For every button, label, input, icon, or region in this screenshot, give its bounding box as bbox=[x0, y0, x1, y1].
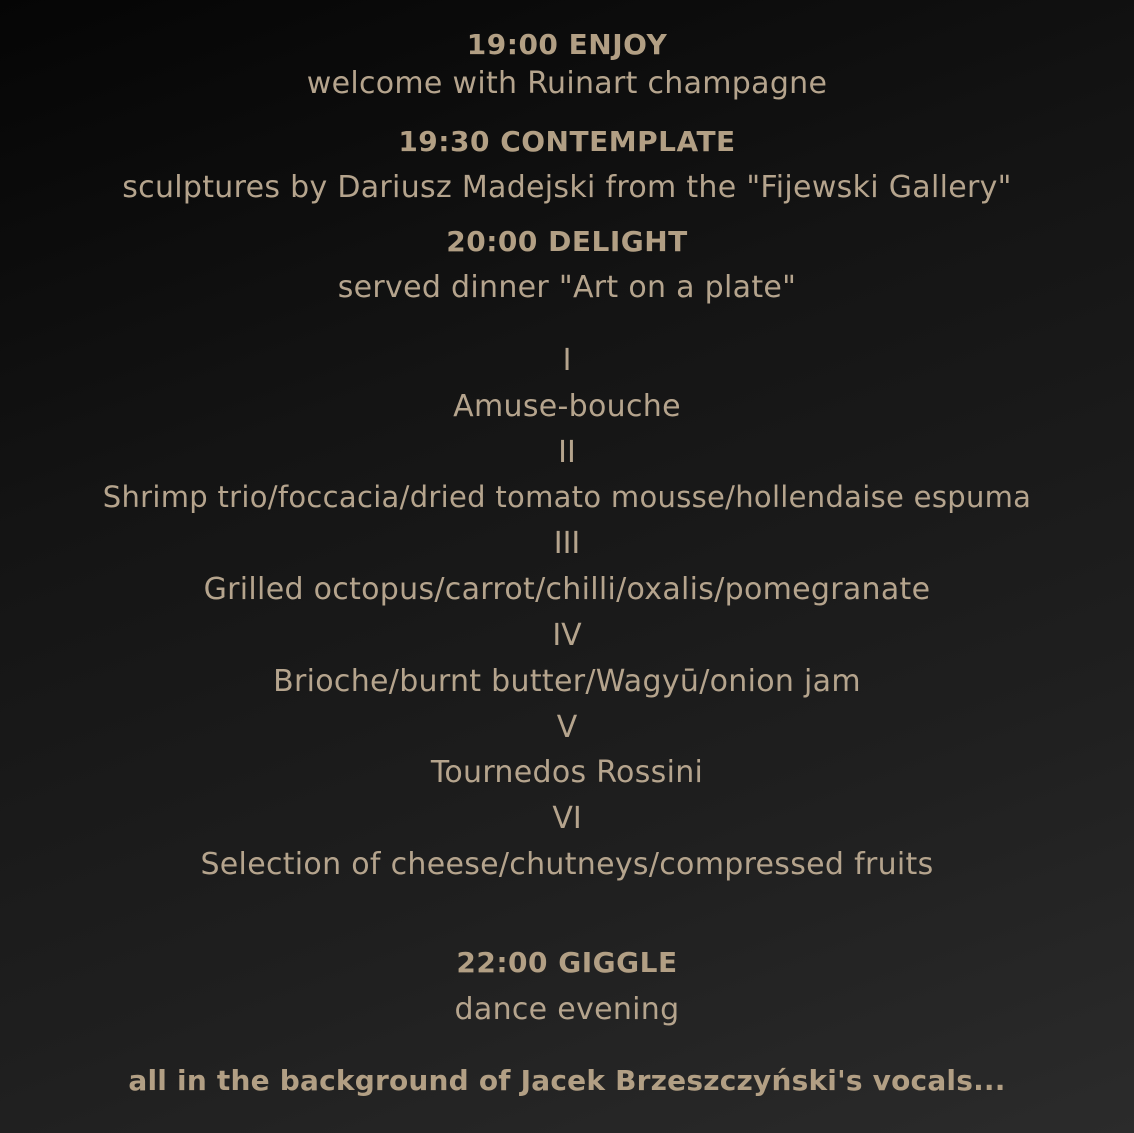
event-heading-enjoy: 19:00 ENJOY bbox=[466, 28, 668, 61]
footer-note: all in the background of Jacek Brzeszczyński's vocals... bbox=[128, 1064, 1006, 1097]
course-dish: Shrimp trio/foccacia/dried tomato mousse/hollendaise espuma bbox=[102, 480, 1032, 514]
event-heading-contemplate: 19:30 CONTEMPLATE bbox=[398, 125, 736, 158]
course-dish: Amuse-bouche bbox=[453, 389, 681, 424]
course-dish: Grilled octopus/carrot/chilli/oxalis/pomegranate bbox=[203, 572, 931, 607]
event-description-contemplate: sculptures by Dariusz Madejski from the "Fijewski Gallery" bbox=[122, 170, 1012, 205]
course-number: V bbox=[556, 710, 578, 745]
course-dish: Brioche/burnt butter/Wagyū/onion jam bbox=[273, 664, 861, 699]
event-description-giggle: dance evening bbox=[454, 992, 680, 1027]
event-heading-delight: 20:00 DELIGHT bbox=[446, 225, 688, 258]
course-number: IV bbox=[552, 618, 582, 653]
event-description-enjoy: welcome with Ruinart champagne bbox=[306, 66, 828, 101]
course-number: II bbox=[558, 435, 576, 470]
event-description-delight: served dinner "Art on a plate" bbox=[337, 270, 797, 305]
course-number: I bbox=[562, 343, 572, 378]
course-number: III bbox=[553, 526, 581, 561]
course-dish: Tournedos Rossini bbox=[430, 755, 704, 790]
event-heading-giggle: 22:00 GIGGLE bbox=[456, 946, 678, 979]
course-dish: Selection of cheese/chutneys/compressed fruits bbox=[200, 847, 934, 882]
course-number: VI bbox=[552, 801, 582, 836]
